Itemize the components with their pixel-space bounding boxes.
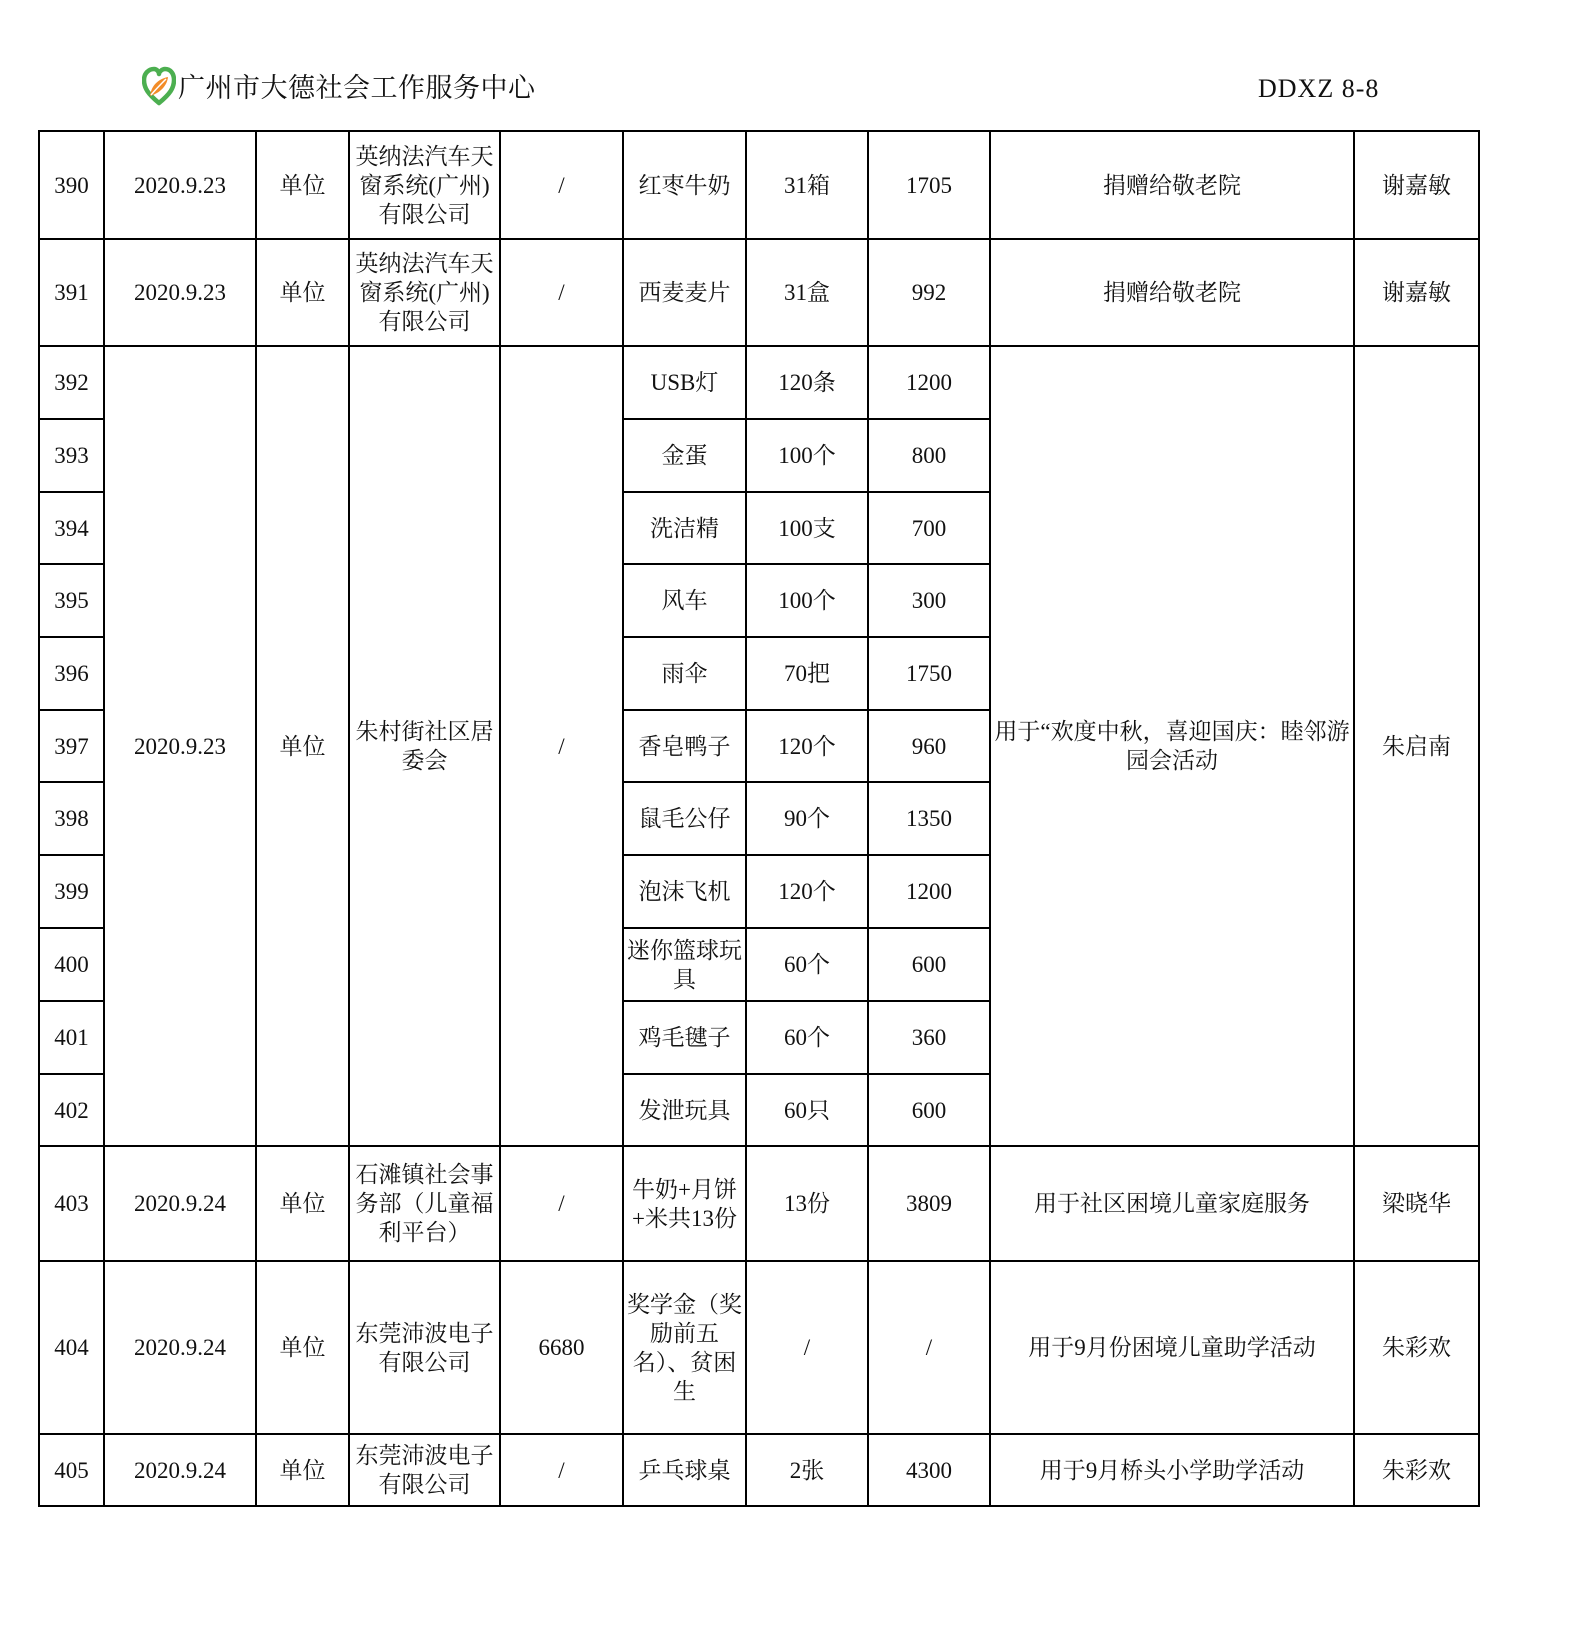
qty-cell: 31盒	[746, 239, 868, 346]
item-cell: 迷你篮球玩具	[623, 928, 746, 1001]
purpose-cell: 捐赠给敬老院	[990, 131, 1354, 239]
value-cell: 3809	[868, 1146, 990, 1261]
date-cell: 2020.9.23	[104, 131, 256, 239]
item-cell: 风车	[623, 564, 746, 637]
donor-cell: 东莞沛波电子有限公司	[349, 1434, 500, 1506]
table-row	[39, 131, 1479, 239]
purpose-cell: 用于9月桥头小学助学活动	[990, 1434, 1354, 1506]
seq-cell: 403	[39, 1146, 104, 1261]
donor-type-cell: 单位	[256, 1146, 349, 1261]
qty-cell: /	[746, 1261, 868, 1434]
heart-leaf-logo-icon	[142, 66, 176, 106]
qty-cell: 100个	[746, 564, 868, 637]
seq-cell: 397	[39, 710, 104, 782]
handler-cell: 朱彩欢	[1354, 1434, 1479, 1506]
date-cell: 2020.9.24	[104, 1261, 256, 1434]
value-cell: 360	[868, 1001, 990, 1074]
handler-cell: 朱启南	[1354, 346, 1479, 1146]
date-cell: 2020.9.24	[104, 1146, 256, 1261]
seq-cell: 392	[39, 346, 104, 419]
item-cell: 红枣牛奶	[623, 131, 746, 239]
qty-cell: 60个	[746, 928, 868, 1001]
donor-cell: 英纳法汽车天窗系统(广州)有限公司	[349, 131, 500, 239]
seq-cell: 391	[39, 239, 104, 346]
value-cell: 800	[868, 419, 990, 492]
item-cell: 牛奶+月饼+米共13份	[623, 1146, 746, 1261]
date-cell: 2020.9.23	[104, 239, 256, 346]
table-row	[39, 1434, 1479, 1506]
qty-cell: 100个	[746, 419, 868, 492]
value-cell: 1350	[868, 782, 990, 855]
value-cell: 300	[868, 564, 990, 637]
donation-ledger-table	[38, 130, 1480, 1507]
table-row	[39, 239, 1479, 346]
seq-cell: 390	[39, 131, 104, 239]
seq-cell: 398	[39, 782, 104, 855]
item-cell: 金蛋	[623, 419, 746, 492]
cash-cell: 6680	[500, 1261, 623, 1434]
cash-cell: /	[500, 346, 623, 1146]
value-cell: 1200	[868, 855, 990, 928]
value-cell: 992	[868, 239, 990, 346]
value-cell: /	[868, 1261, 990, 1434]
purpose-cell: 捐赠给敬老院	[990, 239, 1354, 346]
donor-type-cell: 单位	[256, 1434, 349, 1506]
value-cell: 600	[868, 928, 990, 1001]
qty-cell: 100支	[746, 492, 868, 564]
doc-code: DDXZ 8-8	[1258, 74, 1380, 103]
item-cell: 鸡毛毽子	[623, 1001, 746, 1074]
handler-cell: 梁晓华	[1354, 1146, 1479, 1261]
donor-type-cell: 单位	[256, 239, 349, 346]
donor-cell: 石滩镇社会事务部（儿童福利平台）	[349, 1146, 500, 1261]
cash-cell: /	[500, 1146, 623, 1261]
seq-cell: 393	[39, 419, 104, 492]
qty-cell: 2张	[746, 1434, 868, 1506]
purpose-cell: 用于社区困境儿童家庭服务	[990, 1146, 1354, 1261]
purpose-cell: 用于9月份困境儿童助学活动	[990, 1261, 1354, 1434]
handler-cell: 朱彩欢	[1354, 1261, 1479, 1434]
value-cell: 600	[868, 1074, 990, 1146]
qty-cell: 13份	[746, 1146, 868, 1261]
donor-cell: 英纳法汽车天窗系统(广州)有限公司	[349, 239, 500, 346]
qty-cell: 60只	[746, 1074, 868, 1146]
table-row	[39, 1261, 1479, 1434]
seq-cell: 402	[39, 1074, 104, 1146]
value-cell: 1750	[868, 637, 990, 710]
value-cell: 960	[868, 710, 990, 782]
item-cell: 西麦麦片	[623, 239, 746, 346]
handler-cell: 谢嘉敏	[1354, 239, 1479, 346]
purpose-cell: 用于“欢度中秋，喜迎国庆：睦邻游园会活动	[990, 346, 1354, 1146]
item-cell: 雨伞	[623, 637, 746, 710]
seq-cell: 400	[39, 928, 104, 1001]
date-cell: 2020.9.23	[104, 346, 256, 1146]
donor-cell: 东莞沛波电子有限公司	[349, 1261, 500, 1434]
qty-cell: 70把	[746, 637, 868, 710]
value-cell: 1200	[868, 346, 990, 419]
seq-cell: 399	[39, 855, 104, 928]
item-cell: 鼠毛公仔	[623, 782, 746, 855]
donor-type-cell: 单位	[256, 131, 349, 239]
org-name: 广州市大德社会工作服务中心	[178, 73, 536, 103]
item-cell: 泡沫飞机	[623, 855, 746, 928]
seq-cell: 404	[39, 1261, 104, 1434]
handler-cell: 谢嘉敏	[1354, 131, 1479, 239]
table-row	[39, 1146, 1479, 1261]
item-cell: 乒乓球桌	[623, 1434, 746, 1506]
donor-cell: 朱村街社区居委会	[349, 346, 500, 1146]
donor-type-cell: 单位	[256, 1261, 349, 1434]
qty-cell: 120个	[746, 855, 868, 928]
seq-cell: 395	[39, 564, 104, 637]
item-cell: 香皂鸭子	[623, 710, 746, 782]
seq-cell: 401	[39, 1001, 104, 1074]
cash-cell: /	[500, 1434, 623, 1506]
item-cell: 洗洁精	[623, 492, 746, 564]
qty-cell: 90个	[746, 782, 868, 855]
seq-cell: 394	[39, 492, 104, 564]
seq-cell: 405	[39, 1434, 104, 1506]
table-row	[39, 346, 1479, 419]
donor-type-cell: 单位	[256, 346, 349, 1146]
value-cell: 4300	[868, 1434, 990, 1506]
cash-cell: /	[500, 239, 623, 346]
value-cell: 700	[868, 492, 990, 564]
qty-cell: 120条	[746, 346, 868, 419]
date-cell: 2020.9.24	[104, 1434, 256, 1506]
seq-cell: 396	[39, 637, 104, 710]
value-cell: 1705	[868, 131, 990, 239]
qty-cell: 60个	[746, 1001, 868, 1074]
item-cell: USB灯	[623, 346, 746, 419]
qty-cell: 31箱	[746, 131, 868, 239]
cash-cell: /	[500, 131, 623, 239]
qty-cell: 120个	[746, 710, 868, 782]
item-cell: 奖学金（奖励前五名）、贫困生	[623, 1261, 746, 1434]
item-cell: 发泄玩具	[623, 1074, 746, 1146]
